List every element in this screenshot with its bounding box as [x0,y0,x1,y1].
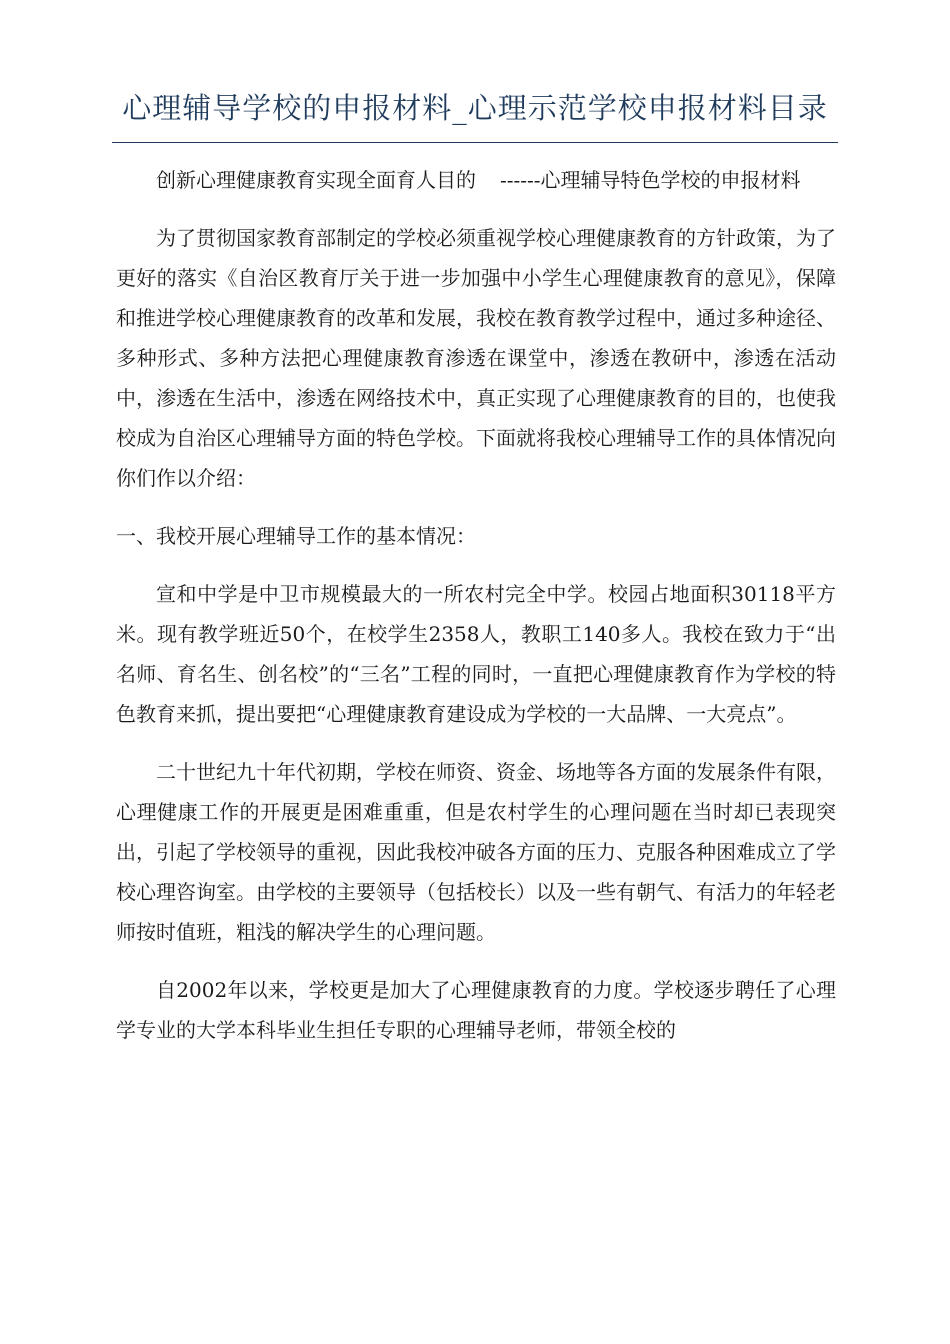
school-overview-paragraph: 宣和中学是中卫市规模最大的一所农村完全中学。校园占地面积30118平方米。现有教学班近50个，在校学生2358人，教职工140多人。我校在致力于“出名师、育名生、创名校”的“三名”工程的同时，一直把心理健康教育作为学校的特色教育来抓，提出要把“心理健康教育建设成为学校的一大品牌、一大亮点”。 [116,582,836,726]
title-divider [112,142,838,143]
document-title: 心理辅导学校的申报材料_心理示范学校申报材料目录 [122,91,828,125]
subtitle-main: 创新心理健康教育实现全面育人目的 [156,168,476,192]
document-body [116,160,836,1068]
subtitle-tail: ------心理辅导特色学校的申报材料 [500,168,801,192]
since-2002-paragraph: 自2002年以来，学校更是加大了心理健康教育的力度。学校逐步聘任了心理学专业的大学本科毕业生担任专职的心理辅导老师，带领全校的 [116,978,836,1042]
subtitle-paragraph [116,160,836,200]
section-heading: 一、我校开展心理辅导工作的基本情况： [116,524,476,548]
history-paragraph: 二十世纪九十年代初期，学校在师资、资金、场地等各方面的发展条件有限，心理健康工作的开展更是困难重重，但是农村学生的心理问题在当时却已表现突出，引起了学校领导的重视，因此我校冲破各方面的压力、克服各种困难成立了学校心理咨询室。由学校的主要领导（包括校长）以及一些有朝气、有活力的年轻老师按时值班，粗浅的解决学生的心理问题。 [116,760,836,944]
intro-paragraph: 为了贯彻国家教育部制定的学校必须重视学校心理健康教育的方针政策，为了更好的落实《自治区教育厅关于进一步加强中小学生心理健康教育的意见》，保障和推进学校心理健康教育的改革和发展，我校在教育教学过程中，通过多种途径、多种形式、多种方法把心理健康教育渗透在课堂中，渗透在教研中，渗透在活动中，渗透在生活中，渗透在网络技术中，真正实现了心理健康教育的目的，也使我校成为自治区心理辅导方面的特色学校。下面就将我校心理辅导工作的具体情况向你们作以介绍： [116,226,836,490]
